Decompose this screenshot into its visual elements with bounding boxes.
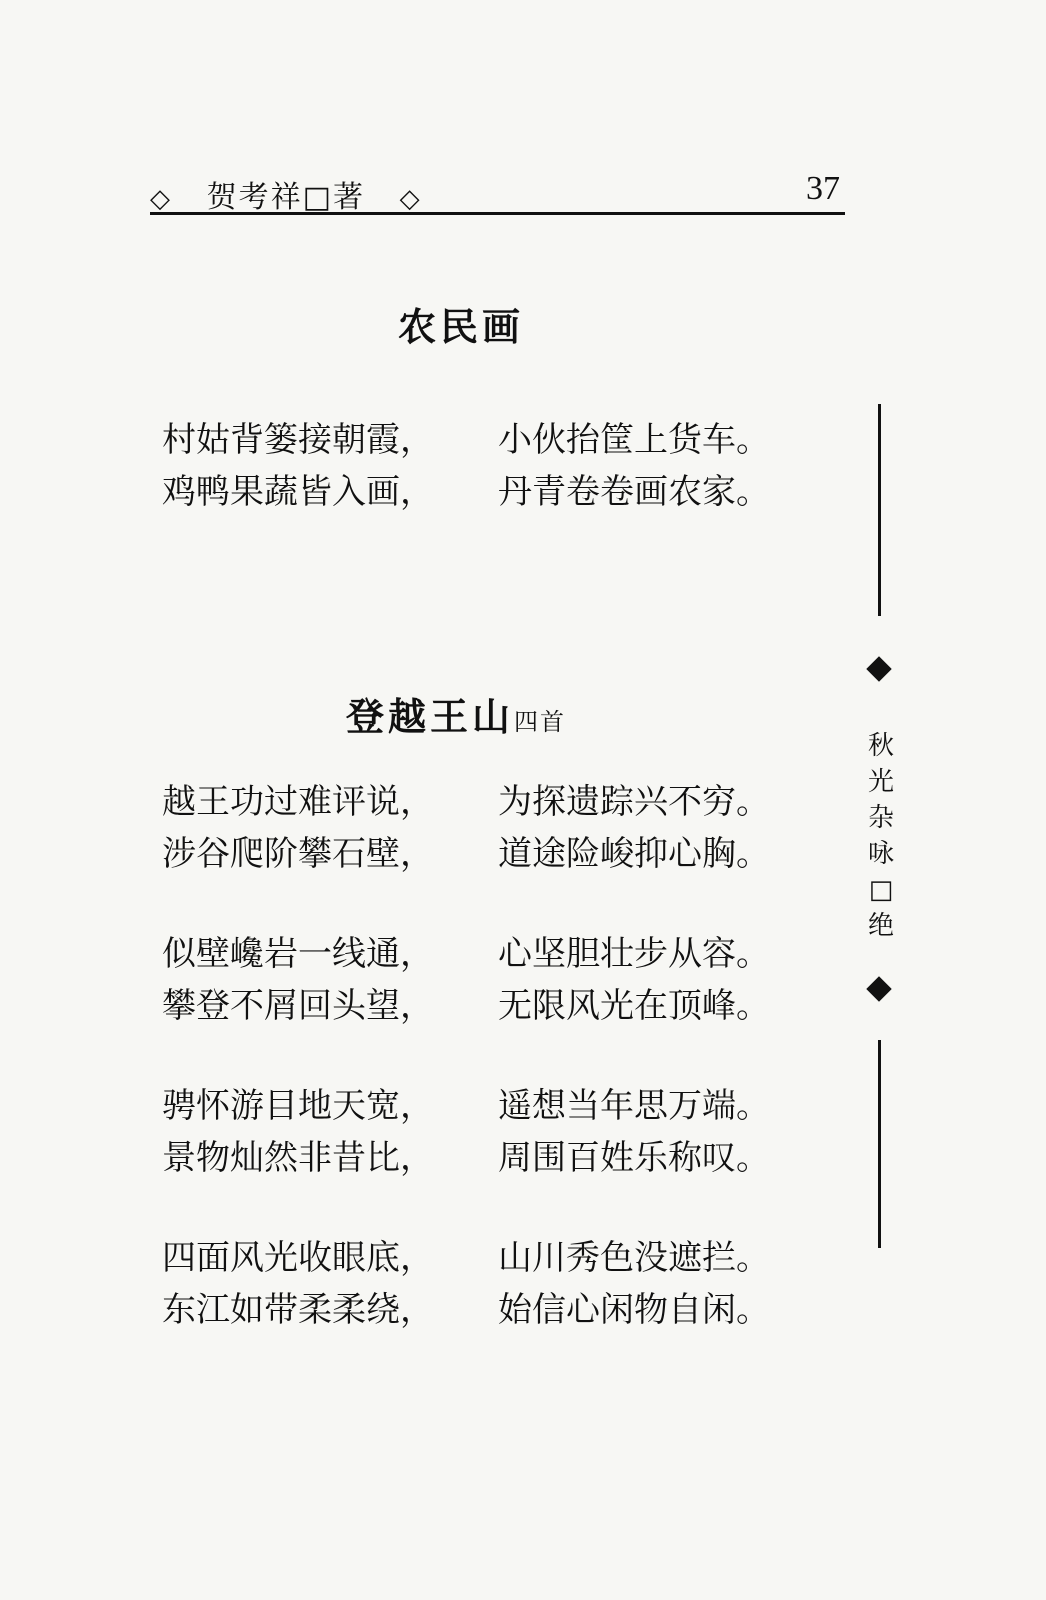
sidebar-rule-top xyxy=(878,404,881,616)
poem-line xyxy=(162,826,802,878)
line-right: 心坚胆壮步从容。 xyxy=(498,934,770,974)
stanza xyxy=(162,926,802,1030)
poem-body xyxy=(162,774,802,1382)
line-left: 涉谷爬阶攀石壁， xyxy=(162,834,434,874)
stanza xyxy=(162,1230,802,1334)
sidebar-char: 秋 xyxy=(867,731,894,761)
sidebar-char: □ xyxy=(868,875,894,905)
poem-body xyxy=(162,412,802,516)
diamond-icon xyxy=(866,976,891,1001)
poem-title-suffix: 四首 xyxy=(514,708,567,736)
line-left: 村姑背篓接朝霞， xyxy=(162,420,434,460)
line-right: 始信心闲物自闲。 xyxy=(498,1290,770,1330)
line-left: 东江如带柔柔绕， xyxy=(162,1290,434,1330)
poem-title: 农民画 xyxy=(398,305,525,349)
sidebar-rule-bottom xyxy=(878,1040,881,1248)
poem-line xyxy=(162,412,802,464)
poem-title-text: 登越王山 xyxy=(346,695,515,739)
line-left: 越王功过难评说， xyxy=(162,782,434,822)
poem-line xyxy=(162,1078,802,1130)
line-left: 四面风光收眼底， xyxy=(162,1238,434,1278)
line-left: 景物灿然非昔比， xyxy=(162,1138,434,1178)
diamond-icon xyxy=(866,656,891,681)
diamond-icon: ◇ xyxy=(399,184,422,214)
poem-line xyxy=(162,1282,802,1334)
line-right: 遥想当年思万端。 xyxy=(498,1086,770,1126)
stanza xyxy=(162,774,802,878)
line-right: 无限风光在顶峰。 xyxy=(498,986,770,1026)
sidebar-char: 绝 xyxy=(867,911,894,941)
sidebar-char: 咏 xyxy=(867,839,894,869)
running-header xyxy=(150,170,840,214)
poem-line xyxy=(162,464,802,516)
header-left xyxy=(150,172,422,216)
line-left: 似壁巉岩一线通， xyxy=(162,934,434,974)
line-right: 山川秀色没遮拦。 xyxy=(498,1238,770,1278)
sidebar-char: 杂 xyxy=(867,803,894,833)
page-number: 37 xyxy=(806,170,840,207)
book-author: 贺考祥□著 xyxy=(206,180,365,215)
line-right: 丹青卷卷画农家。 xyxy=(498,472,770,512)
sidebar-char: 光 xyxy=(867,767,894,797)
poem-title xyxy=(346,686,566,741)
diamond-icon: ◇ xyxy=(150,184,172,214)
poem-line xyxy=(162,774,802,826)
line-left: 攀登不屑回头望， xyxy=(162,986,434,1026)
line-left: 骋怀游目地天宽， xyxy=(162,1086,434,1126)
line-right: 为探遗踪兴不穷。 xyxy=(498,782,770,822)
poem-line xyxy=(162,1230,802,1282)
poem-line xyxy=(162,1130,802,1182)
sidebar-section-label xyxy=(866,728,896,944)
stanza xyxy=(162,1078,802,1182)
line-right: 周围百姓乐称叹。 xyxy=(498,1138,770,1178)
line-right: 小伙抬筐上货车。 xyxy=(498,420,770,460)
poem-line xyxy=(162,978,802,1030)
poem-line xyxy=(162,926,802,978)
header-rule xyxy=(150,212,845,215)
line-right: 道途险峻抑心胸。 xyxy=(498,834,770,874)
line-left: 鸡鸭果蔬皆入画， xyxy=(162,472,434,512)
